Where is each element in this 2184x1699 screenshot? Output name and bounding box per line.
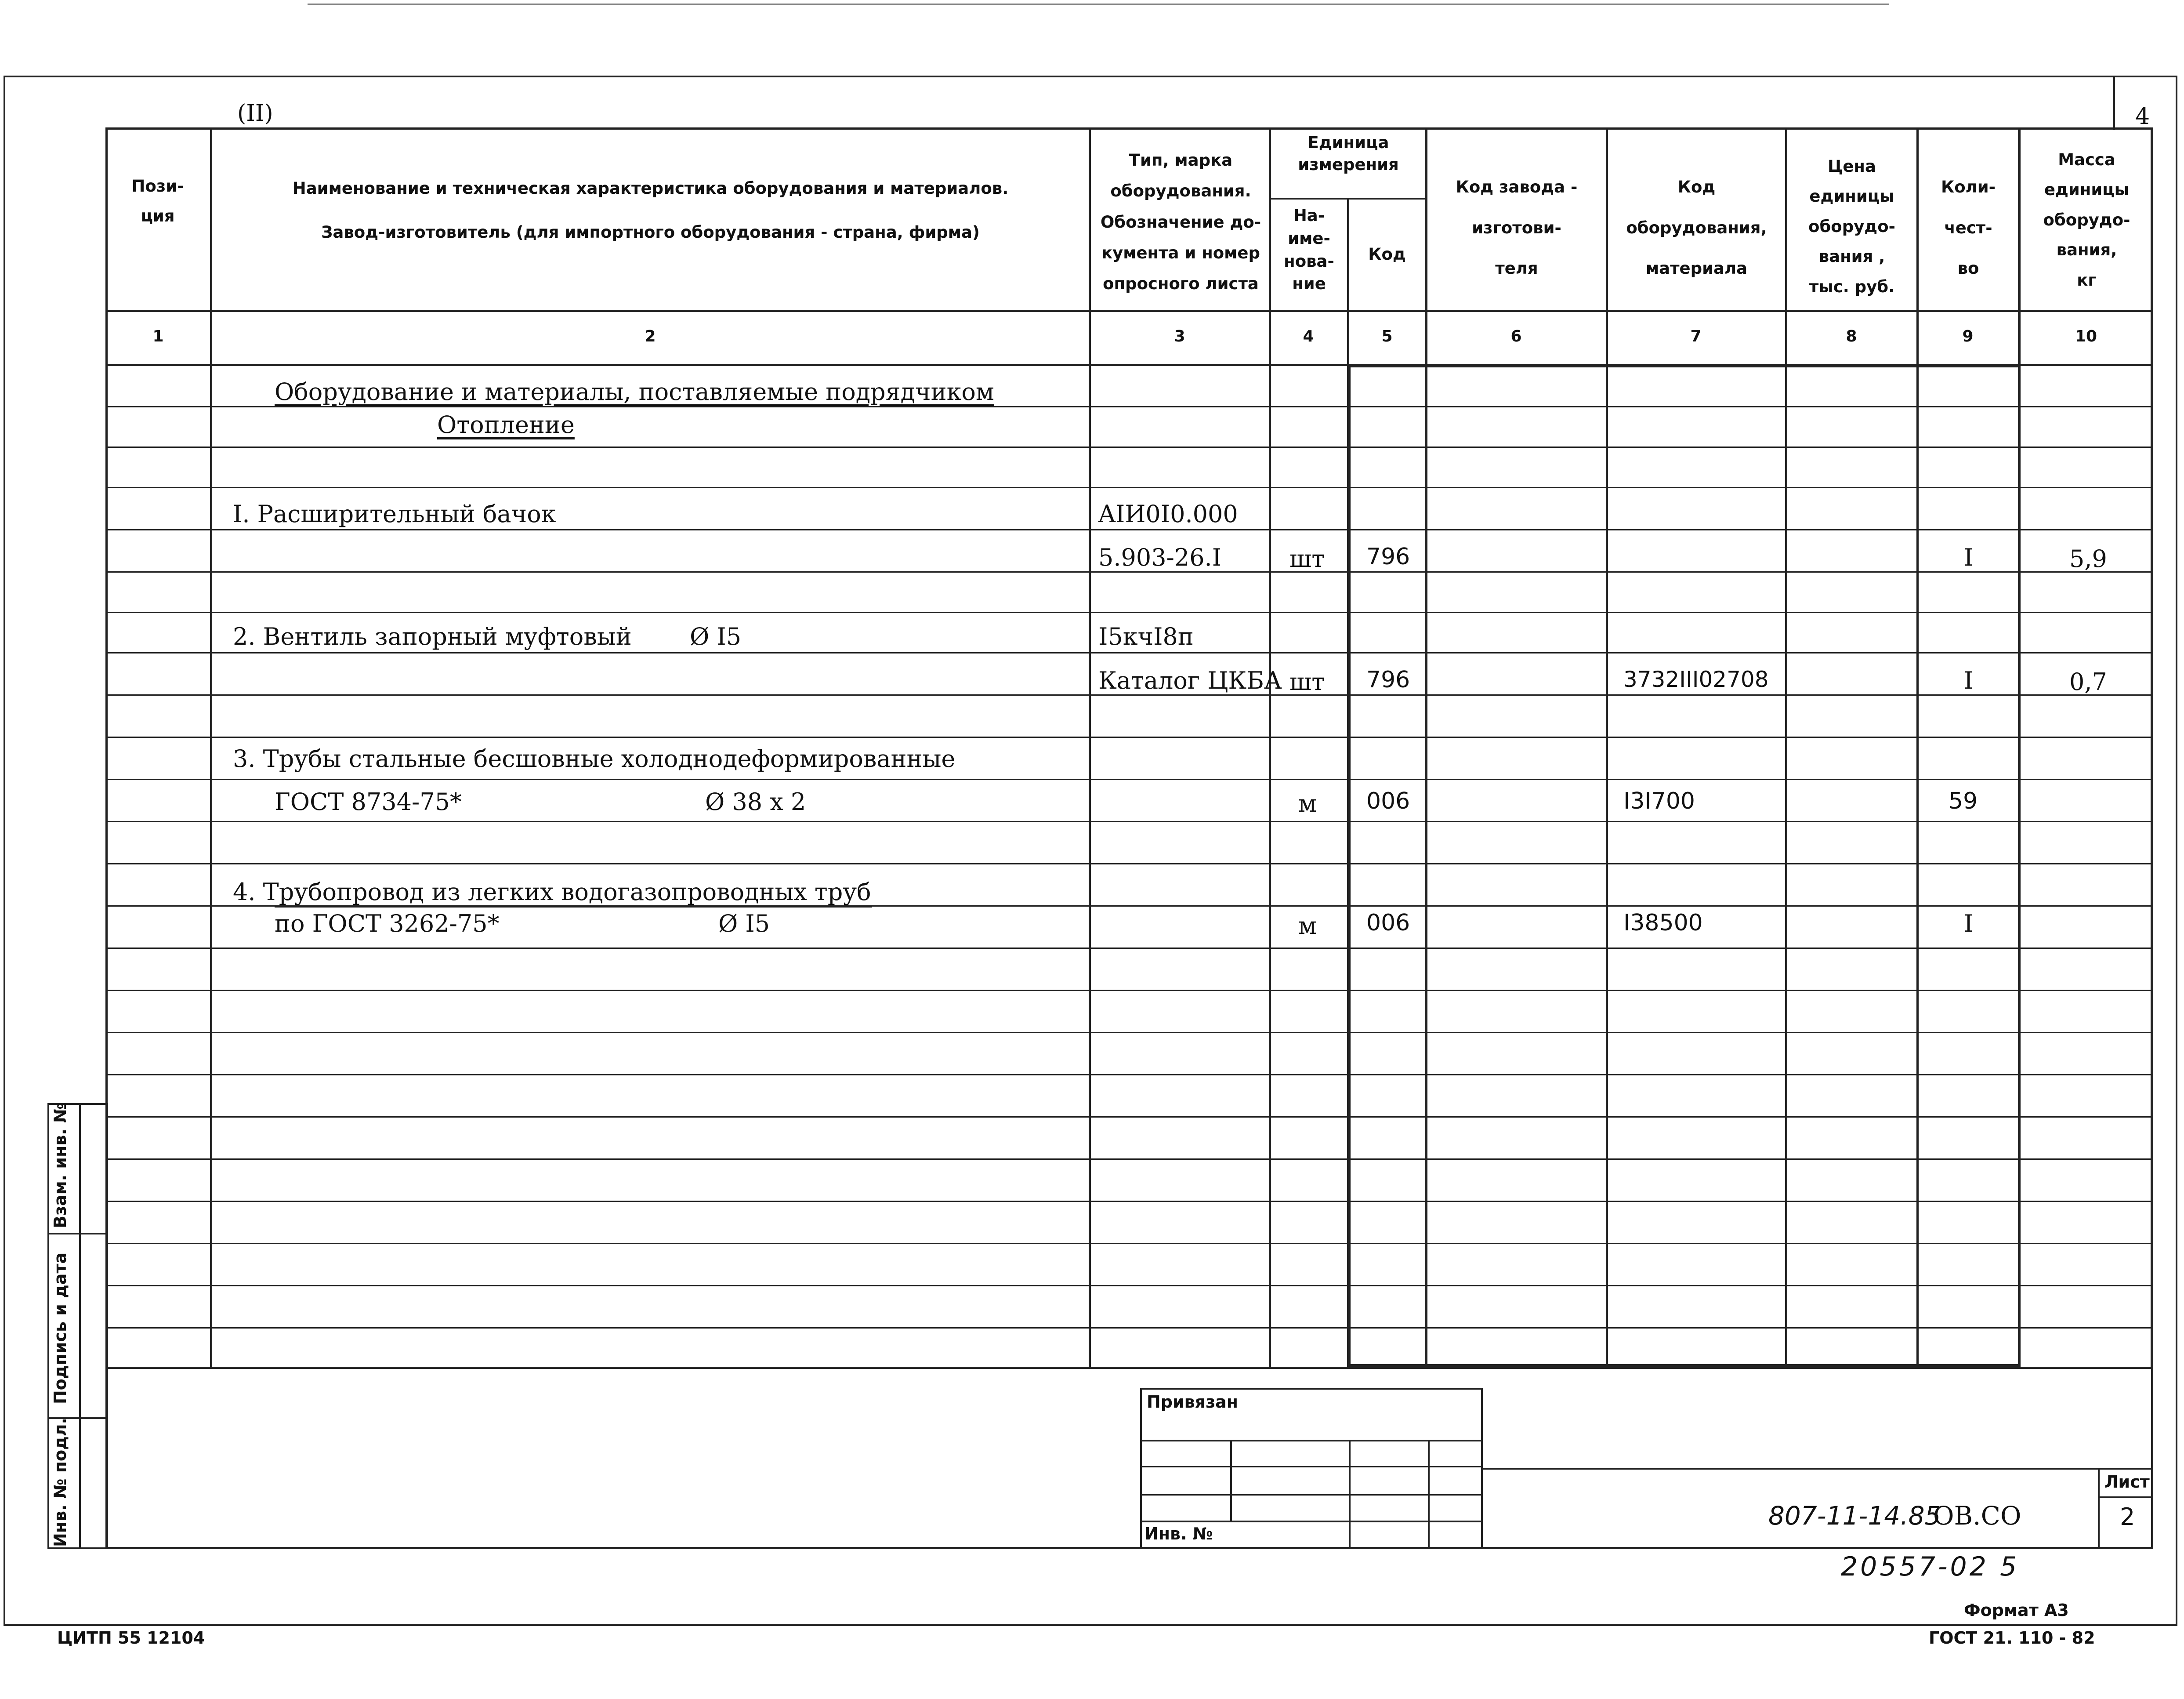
table-row-line [105,821,2153,822]
table-row-line [105,1116,2153,1118]
header-unit-name: На- име- нова- ние [1284,206,1334,294]
sheet-label: Лист [2104,1472,2150,1492]
column-number: 2 [645,327,656,345]
item-2-mass: 0,7 [2069,668,2107,696]
table-row-line [105,694,2153,696]
sheet-number: 2 [2120,1503,2135,1531]
item-3-dia: Ø 38 x 2 [705,788,806,816]
side-label-podpis: Подпись и дата [51,1252,70,1404]
item-4-name: 4. Трубопровод из легких водогазопроводных труб [233,878,871,906]
doc-code: 807-11-14.85 [1768,1501,1941,1531]
header-material-code: Код оборудования, материала [1626,178,1767,278]
item-3-code: 006 [1366,788,1410,814]
footer-gost: ГОСТ 21. 110 - 82 [1929,1628,2095,1648]
section-title: Оборудование и материалы, поставляемые подрядчиком [275,378,994,406]
table-row-line [105,1327,2153,1329]
item-4-dia: Ø I5 [718,910,770,937]
top-code: (II) [237,100,273,127]
item-4-name2: по ГОСТ 3262-75* [275,910,500,937]
table-row-line [105,863,2153,864]
item-3-name2: ГОСТ 8734-75* [275,788,462,816]
column-number: 6 [1510,327,1522,345]
column-number: 7 [1690,327,1702,345]
table-row-line [105,447,2153,448]
top-rule [308,4,1889,5]
item-2-code: 796 [1366,667,1410,693]
header-position: Пози- ция [131,177,184,226]
header-mass: Масса единицы оборудо- вания, кг [2043,150,2130,290]
column-number: 3 [1174,327,1185,345]
item-3-material-code: I3I700 [1623,788,1695,814]
table-row-line [105,1243,2153,1244]
table-row-line [105,990,2153,991]
item-2-type1: I5кчI8п [1098,623,1194,650]
header-type: Тип, марка оборудования. Обозначение до- кумента и номер опросного листа [1100,151,1261,294]
column-number: 5 [1381,327,1393,345]
item-2-material-code: 3732III02708 [1623,667,1769,692]
footer-left: ЦИТП 55 12104 [57,1628,205,1648]
table-row-line [105,1201,2153,1202]
item-2-unit: шт [1289,668,1325,696]
header-price: Цена единицы оборудо- вания , тыс. руб. [1808,157,1895,296]
column-number: 4 [1303,327,1314,345]
table-row-line [105,1158,2153,1160]
item-1-mass: 5,9 [2069,545,2107,573]
table-row-line [105,652,2153,653]
header-unit: Единица измерения [1298,133,1399,174]
inv-label: Инв. № [1145,1524,1213,1543]
side-label-vzam: Взам. инв. № [51,1103,70,1228]
table-row-line [105,779,2153,780]
footer-format: Формат А3 [1964,1601,2069,1620]
table-row-line [105,612,2153,613]
item-3-name: 3. Трубы стальные бесшовные холоднодеформированные [233,745,956,773]
item-4-qty: I [1964,910,1974,937]
table-row-line [105,948,2153,949]
header-factory-code: Код завода - изготови- теля [1456,178,1578,278]
header-unit-code: Код [1368,245,1406,264]
item-1-type2: 5.903-26.I [1098,544,1222,571]
item-4-unit: м [1298,912,1317,940]
item-2-qty: I [1964,667,1974,694]
item-3-qty: 59 [1949,788,1978,814]
item-3-unit: м [1298,790,1317,817]
table-row-line [105,737,2153,738]
table-row-line [105,406,2153,407]
item-4-code: 006 [1366,910,1410,936]
table-row-line [105,1074,2153,1075]
item-2-dia: Ø I5 [690,623,742,650]
item-1-qty: I [1964,544,1974,571]
corner-number: 4 [2135,103,2150,130]
column-number: 9 [1962,327,1974,345]
table-row-line [105,571,2153,573]
privyazan-label: Привязан [1147,1392,1239,1412]
column-number: 1 [152,327,164,345]
header-name-line2: Завод-изготовитель (для импортного оборудования - страна, фирма) [321,223,980,242]
table-row-line [105,1032,2153,1033]
item-2-type2: Каталог ЦКБА [1098,667,1282,694]
table-row-line [105,487,2153,488]
handwritten-number: 20557-02 5 [1841,1551,2020,1582]
item-4-material-code: I38500 [1623,910,1703,936]
table-row-line [105,1285,2153,1286]
table-row-line [105,529,2153,530]
side-label-inv: Инв. № подл. [51,1417,70,1547]
column-number: 10 [2075,327,2097,345]
header-qty: Коли- чест- во [1941,178,1996,278]
item-1-code: 796 [1366,544,1410,570]
header-name-line1: Наименование и техническая характеристика оборудования и материалов. [292,179,1009,198]
item-1-type1: AIИ0I0.000 [1098,500,1238,528]
doc-suffix: ОВ.СО [1933,1501,2021,1531]
subsection-title: Отопление [437,411,575,439]
item-1-unit: шт [1289,545,1325,573]
item-2-name: 2. Вентиль запорный муфтовый [233,623,632,650]
column-number: 8 [1846,327,1857,345]
item-1-name: I. Расширительный бачок [233,500,556,528]
